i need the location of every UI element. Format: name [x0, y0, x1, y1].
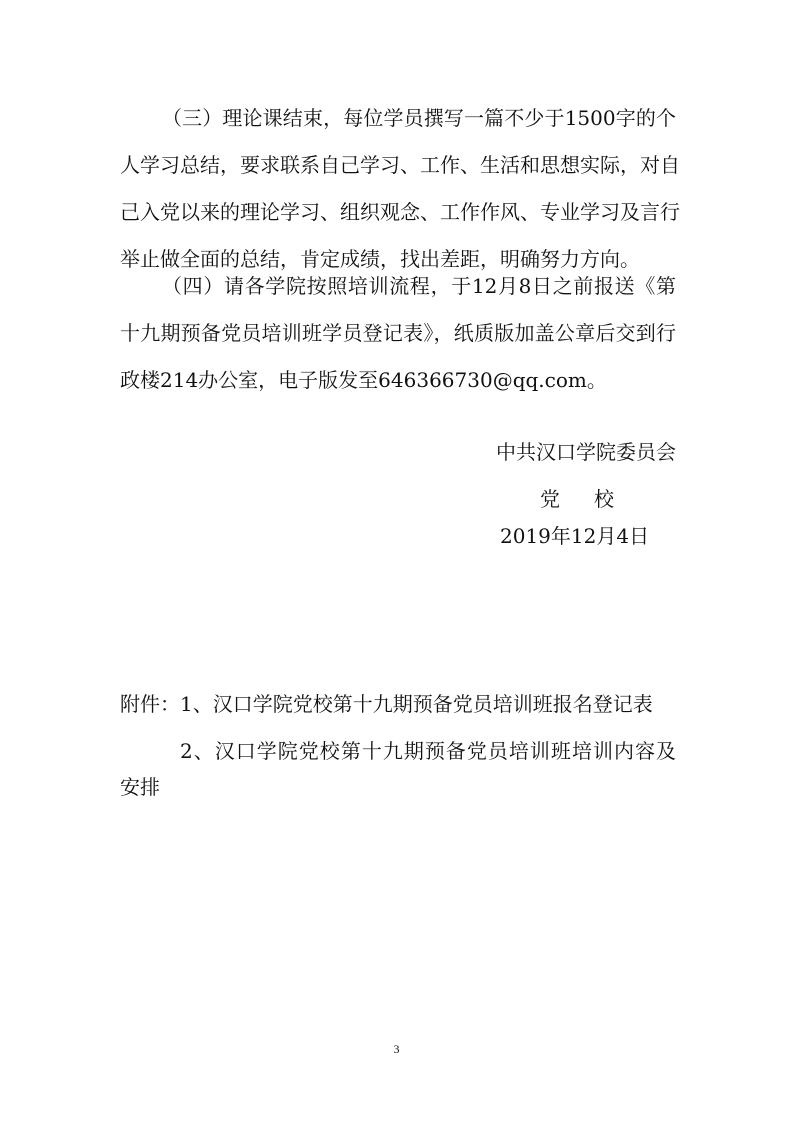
signature-school-part-1: 党 [540, 487, 560, 511]
attachment-line-1: 附件：1、汉口学院党校第十九期预备党员培训班报名登记表 [120, 692, 653, 716]
signature-school-part-2: 校 [594, 487, 614, 511]
page-number: 3 [393, 1042, 400, 1056]
paragraph-4-line-3: 政楼214办公室，电子版发至646366730@qq.com。 [120, 368, 607, 392]
attachment-line-3: 安排 [120, 775, 160, 799]
signature-date: 2019年12月4日 [500, 524, 650, 548]
signature-organization: 中共汉口学院委员会 [496, 440, 676, 464]
paragraph-3-line-4: 举止做全面的总结，肯定成绩，找出差距，明确努力方向。 [120, 247, 640, 271]
paragraph-4-line-1: （四）请各学院按照培训流程，于12月8日之前报送《第 [162, 274, 676, 298]
paragraph-3-line-3: 己入党以来的理论学习、组织观念、工作作风、专业学习及言行 [120, 200, 680, 224]
paragraph-3-line-1: （三）理论课结束，每位学员撰写一篇不少于1500字的个 [162, 106, 676, 130]
paragraph-4-line-2: 十九期预备党员培训班学员登记表》，纸质版加盖公章后交到行 [120, 321, 676, 345]
attachment-line-2: 2、汉口学院党校第十九期预备党员培训班培训内容及 [180, 739, 676, 763]
paragraph-3-line-2: 人学习总结，要求联系自己学习、工作、生活和思想实际，对自 [120, 153, 680, 177]
signature-school [540, 485, 614, 513]
